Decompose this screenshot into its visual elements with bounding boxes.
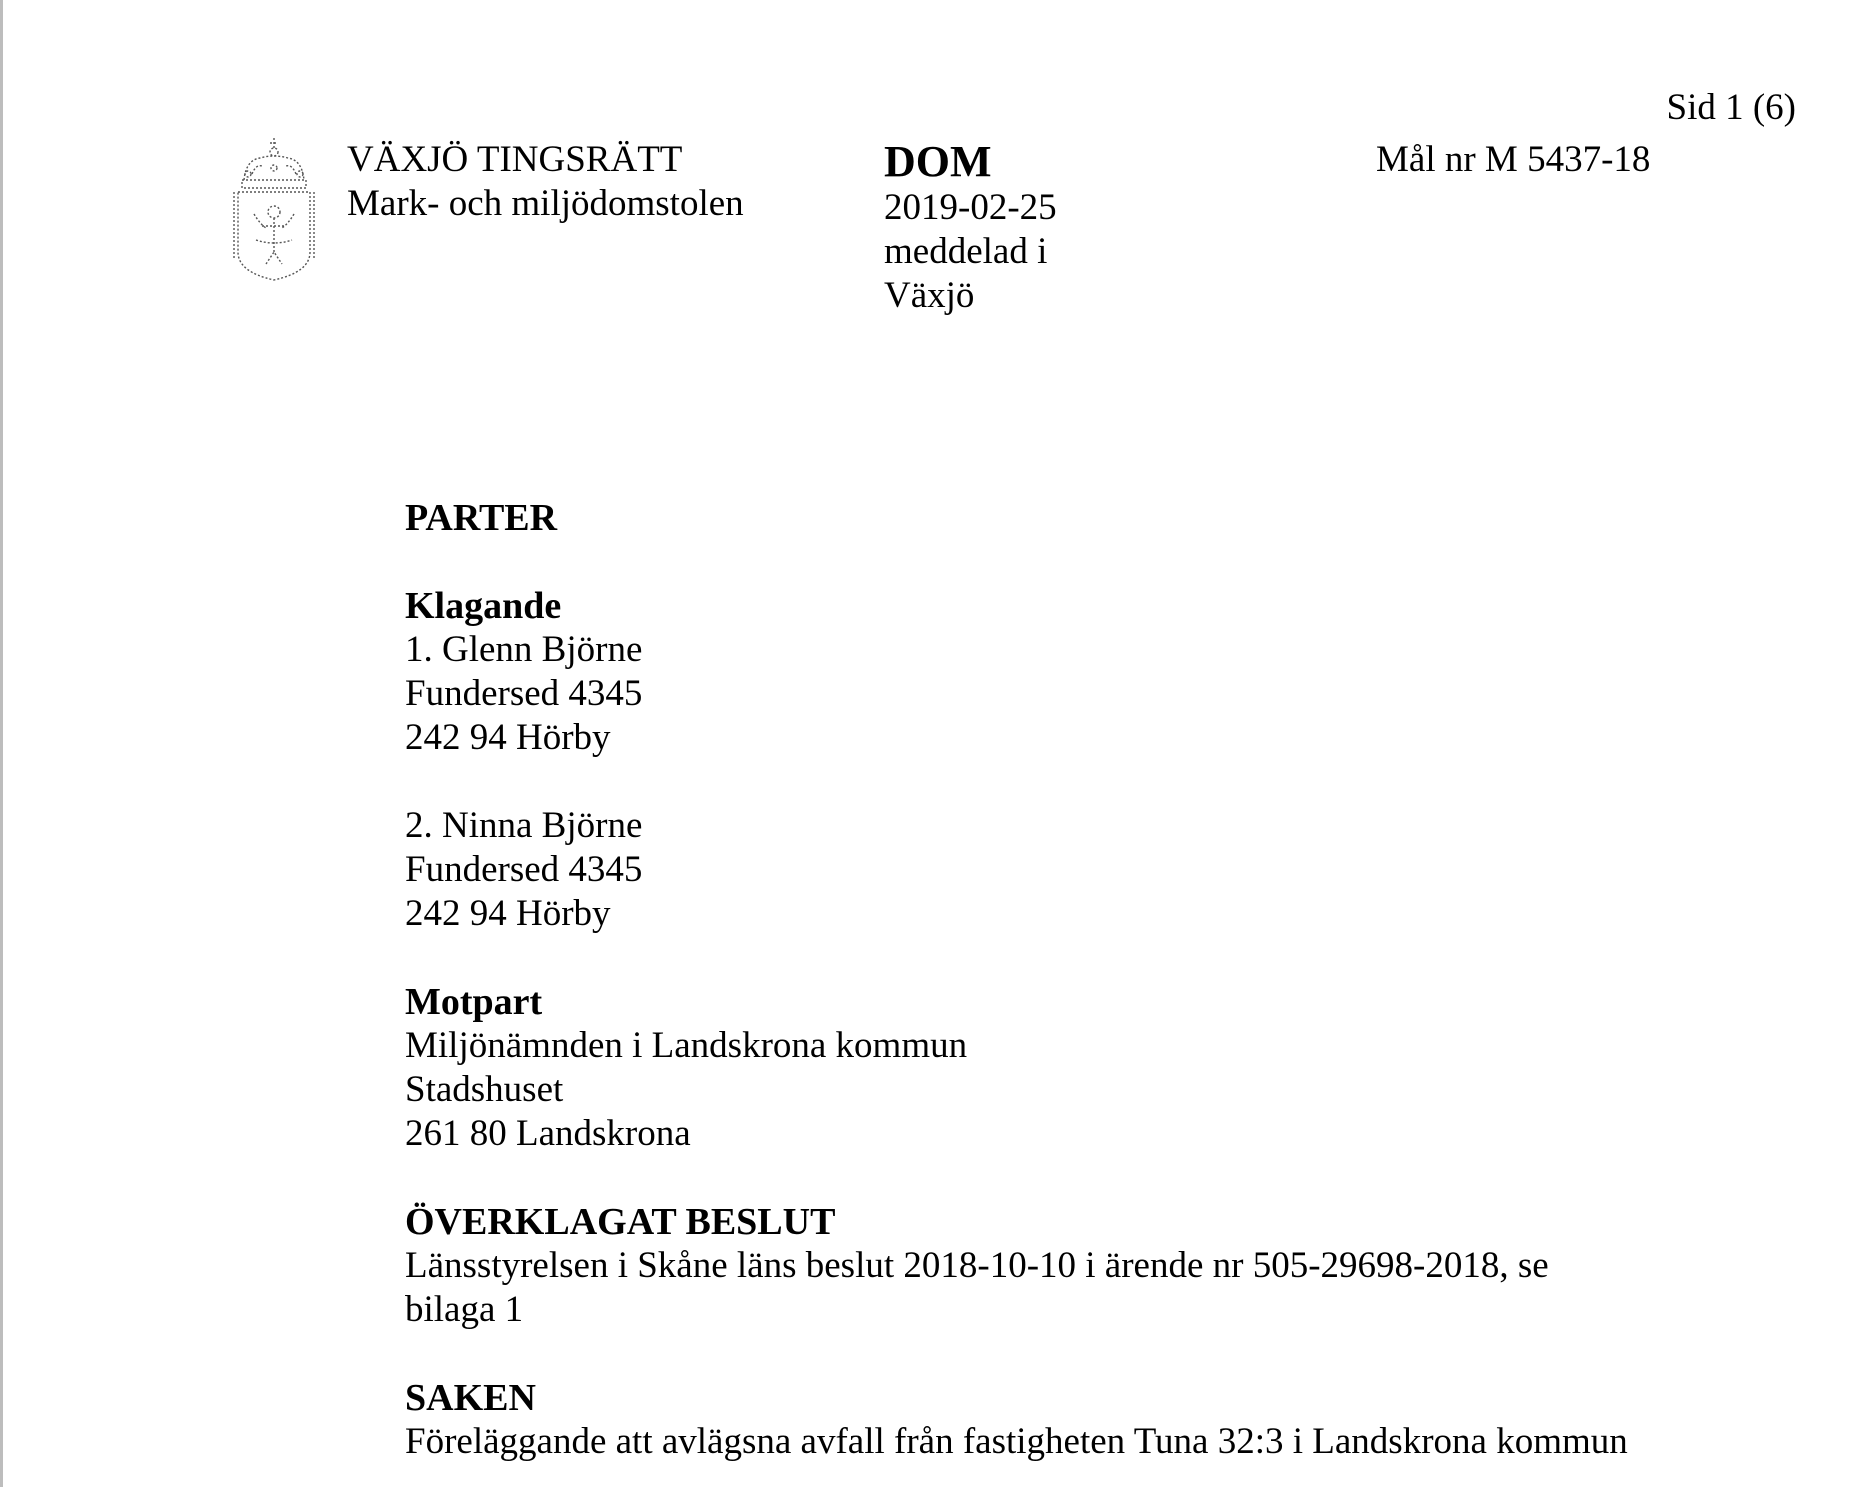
issued-label: meddelad i xyxy=(884,231,1048,272)
parties-heading: PARTER xyxy=(405,497,558,539)
spacer xyxy=(405,936,1705,980)
spacer xyxy=(405,540,1705,584)
court-name: VÄXJÖ TINGSRÄTT xyxy=(347,139,683,180)
spacer xyxy=(405,760,1705,804)
appellant-name: 2. Ninna Björne xyxy=(405,805,643,846)
judgment-header xyxy=(884,138,1057,318)
spacer xyxy=(405,1156,1705,1200)
matter-text: Föreläggande att avlägsna avfall från fastigheten Tuna 32:3 i Landskrona kommun xyxy=(405,1421,1628,1462)
coat-of-arms-icon xyxy=(226,134,322,286)
appellant-name: 1. Glenn Björne xyxy=(405,629,643,670)
appellant-street: Fundersed 4345 xyxy=(405,673,643,714)
appealed-decision-heading: ÖVERKLAGAT BESLUT xyxy=(405,1201,836,1243)
appellant-postal: 242 94 Hörby xyxy=(405,893,611,934)
appellant-street: Fundersed 4345 xyxy=(405,849,643,890)
document-type: DOM xyxy=(884,137,992,186)
matter-heading: SAKEN xyxy=(405,1377,536,1419)
counterparty-heading: Motpart xyxy=(405,981,543,1023)
appellant-heading: Klagande xyxy=(405,585,562,627)
appellant-1 xyxy=(405,628,1705,760)
judgment-date: 2019-02-25 xyxy=(884,187,1057,228)
counterparty-street: Stadshuset xyxy=(405,1069,564,1110)
appealed-decision-text: Länsstyrelsen i Skåne läns beslut 2018-10-10 i ärende nr 505-29698-2018, se bilaga 1 xyxy=(405,1245,1549,1330)
appellant-postal: 242 94 Hörby xyxy=(405,717,611,758)
counterparty-postal: 261 80 Landskrona xyxy=(405,1113,691,1154)
counterparty xyxy=(405,1024,1705,1156)
spacer xyxy=(405,1332,1705,1376)
page-number: Sid 1 (6) xyxy=(1666,87,1796,128)
court-division: Mark- och miljödomstolen xyxy=(347,183,744,224)
counterparty-name: Miljönämnden i Landskrona kommun xyxy=(405,1025,968,1066)
case-number: Mål nr M 5437-18 xyxy=(1376,139,1651,180)
appellant-2 xyxy=(405,804,1705,936)
issued-place: Växjö xyxy=(884,275,975,316)
document-body xyxy=(405,496,1705,1464)
page-left-border xyxy=(0,0,3,1487)
court-header xyxy=(347,138,744,226)
